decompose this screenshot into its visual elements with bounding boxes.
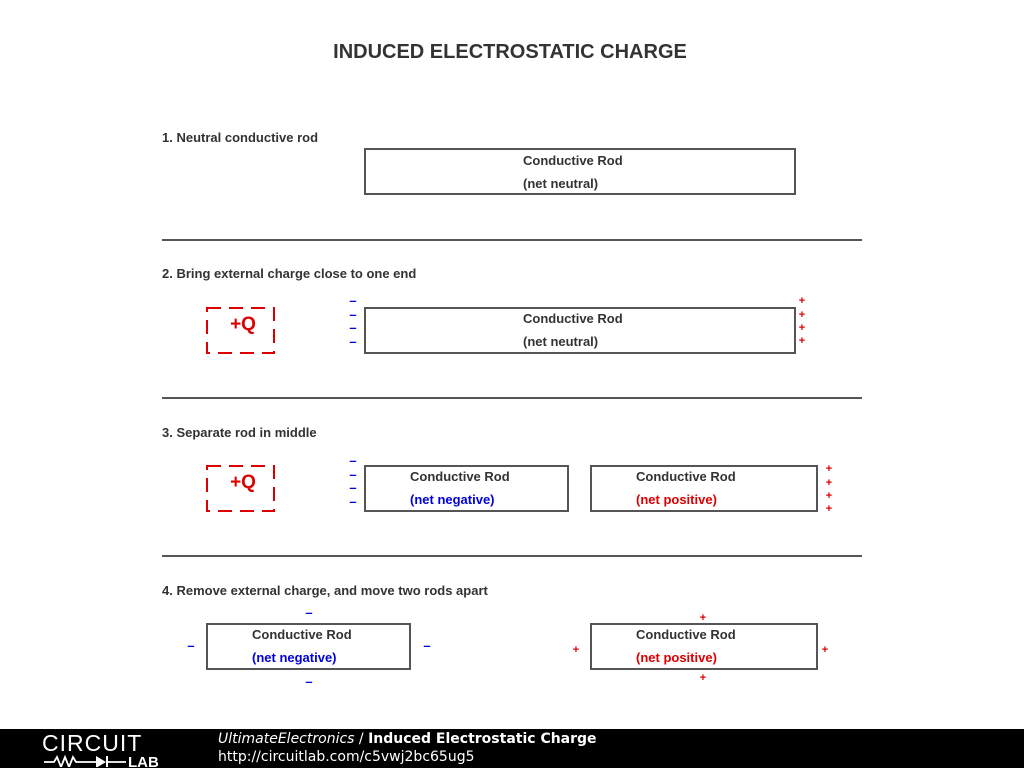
rod-state: (net negative) xyxy=(410,492,495,507)
step-1-rod xyxy=(365,149,795,194)
rod-name: Conductive Rod xyxy=(523,153,623,168)
positive-charge-symbol: + xyxy=(699,672,707,684)
negative-charge-symbol: – xyxy=(349,320,357,335)
rod-state: (net negative) xyxy=(252,650,337,665)
circuit-name: Induced Electrostatic Charge xyxy=(368,731,597,747)
negative-charge-symbol: – xyxy=(305,605,313,620)
external-charge-label: +Q xyxy=(230,472,256,493)
positive-charge-symbol: + xyxy=(825,503,833,515)
positive-charge-symbol: + xyxy=(798,309,806,321)
positive-charge-symbol: + xyxy=(798,322,806,334)
rod-name: Conductive Rod xyxy=(523,311,623,326)
positive-charge-symbol: + xyxy=(825,490,833,502)
step-2-positive-charges xyxy=(799,295,805,347)
circuit-url[interactable]: http://circuitlab.com/c5vwj2bc65ug5 xyxy=(218,749,475,765)
positive-charge-symbol: + xyxy=(798,335,806,347)
step-3-rod-left xyxy=(365,466,568,511)
step-4-rod-right xyxy=(591,624,817,669)
positive-charge-symbol: + xyxy=(825,477,833,489)
rod-name: Conductive Rod xyxy=(252,627,352,642)
rod-name: Conductive Rod xyxy=(636,627,736,642)
negative-charge-symbol: – xyxy=(349,453,357,468)
external-charge-label: +Q xyxy=(230,314,256,335)
step-1-label: 1. Neutral conductive rod xyxy=(162,130,319,145)
circuitlab-logo[interactable] xyxy=(42,731,182,767)
diagram-title: INDUCED ELECTROSTATIC CHARGE xyxy=(333,41,687,63)
step-2-external-charge xyxy=(207,308,274,353)
rod-name: Conductive Rod xyxy=(636,469,736,484)
positive-charge-symbol: + xyxy=(798,295,806,307)
step-2-rod xyxy=(365,308,795,353)
positive-charge-symbol: + xyxy=(572,644,580,656)
positive-charge-symbol: + xyxy=(699,612,707,624)
negative-charge-symbol: – xyxy=(305,674,313,689)
negative-charge-symbol: – xyxy=(423,638,431,653)
positive-charge-symbol: + xyxy=(821,644,829,656)
step-4-rod-left xyxy=(207,624,410,669)
step-4-label: 4. Remove external charge, and move two rods apart xyxy=(162,583,488,598)
author-name[interactable]: UltimateElectronics xyxy=(218,731,355,747)
negative-charge-symbol: – xyxy=(349,307,357,322)
negative-charge-symbol: – xyxy=(187,638,195,653)
rod-name: Conductive Rod xyxy=(410,469,510,484)
step-3-positive-charges xyxy=(826,463,832,515)
step-2-negative-charges xyxy=(349,293,356,349)
logo-circuit-text: CIRCUIT xyxy=(42,731,143,756)
negative-charge-symbol: – xyxy=(349,480,357,495)
logo-lab-text: LAB xyxy=(128,754,159,767)
rod-state: (net neutral) xyxy=(523,176,599,191)
title-separator: / xyxy=(354,731,369,747)
step-3-external-charge xyxy=(207,466,274,511)
negative-charge-symbol: – xyxy=(349,494,357,509)
negative-charge-symbol: – xyxy=(349,334,357,349)
step-3-rod-right xyxy=(591,466,817,511)
positive-charge-symbol: + xyxy=(825,463,833,475)
rod-state: (net positive) xyxy=(636,492,717,507)
logo-resistor-diode-icon xyxy=(44,756,126,767)
negative-charge-symbol: – xyxy=(349,467,357,482)
footer-bar xyxy=(0,729,1024,768)
rod-state: (net neutral) xyxy=(523,334,599,349)
negative-charge-symbol: – xyxy=(349,293,357,308)
step-3-negative-charges xyxy=(349,453,356,509)
step-3-label: 3. Separate rod in middle xyxy=(162,425,317,440)
circuit-title-line xyxy=(218,731,597,747)
rod-state: (net positive) xyxy=(636,650,717,665)
step-2-label: 2. Bring external charge close to one end xyxy=(162,266,417,281)
